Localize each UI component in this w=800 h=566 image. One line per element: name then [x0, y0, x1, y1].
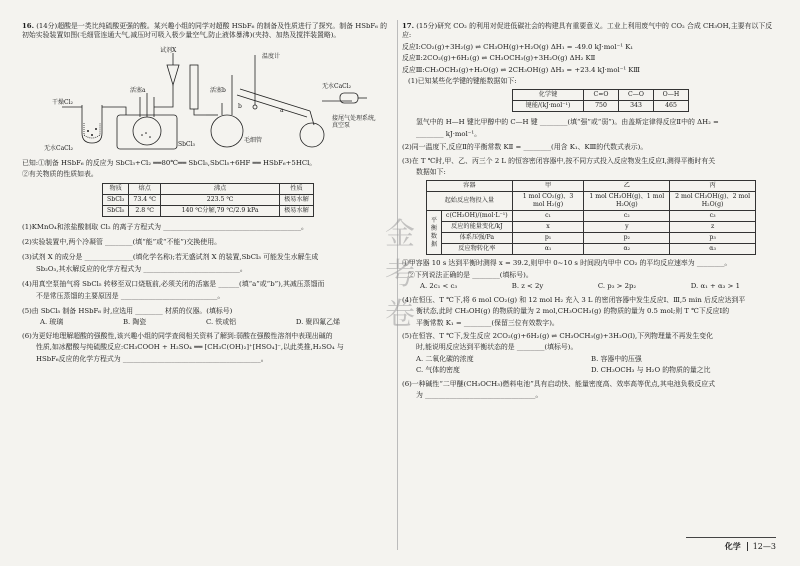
table-cell: 223.5 ℃: [161, 194, 280, 205]
table-row: [427, 244, 756, 255]
apparatus-figure: [22, 45, 382, 155]
page-footer: [725, 541, 776, 552]
reaction-1: 反应Ⅰ:CO₂(g)+3H₂(g) ⇌ CH₃OH(g)+H₂O(g) ΔH₁ = -49.0 kJ·mol⁻¹ K₁: [402, 42, 634, 51]
table-cell: 极易水解: [280, 194, 314, 205]
table-header: 甲: [512, 181, 584, 192]
question-16: [22, 22, 392, 366]
label-vacuum: 接尾气处理系统,真空泵: [332, 114, 376, 129]
q17-sub5-options-row2: [416, 366, 780, 375]
table-cell: 465: [654, 101, 689, 112]
table-cell: 2 mol CH₃OH(g)、2 mol H₂O(g): [670, 192, 756, 211]
option-c: C. 铁或铝: [205, 318, 237, 327]
q16-sub5: (5)由 SbCl₅ 制备 HSbF₆ 时,应选用 ________ 材质的仪器。(填标号): [22, 307, 233, 316]
table-header: 丙: [670, 181, 756, 192]
table-cell: 反应物转化率: [442, 244, 513, 255]
table-cell: 1 mol CH₃OH(g)、1 mol H₂O(g): [584, 192, 670, 211]
q17-sub4a: (4)在恒压、T ℃下,将 6 mol CO₂(g) 和 12 mol H₂ 充入 3 L 的密闭容器中发生反应Ⅰ、Ⅲ,5 min 后反应达到平: [402, 295, 746, 304]
label-sbcl3: SbCl₃: [178, 140, 195, 148]
table-cell: c₃: [670, 211, 756, 222]
option-a: A. 2c₁ < c₃: [420, 282, 458, 291]
table-cell: α₁: [512, 244, 584, 255]
table-header: C—O: [619, 90, 654, 101]
q16-known2: ②有关物质的性质如表。: [22, 170, 98, 179]
q17-sub3d: ②下列说法正确的是 ________(填标号)。: [408, 270, 533, 279]
q16-sub4b: 不是常压蒸馏的主要原因是 ____________________________。: [36, 291, 225, 300]
table-cell: 反应的能量变化/kJ: [442, 222, 513, 233]
table-cell: c₁: [512, 211, 584, 222]
q16-sub6a: (6)为更好地理解超酸的强酸性,该兴趣小组的同学查阅相关资料了解到:弱酸在强酸性溶剂中表现出碱的: [22, 331, 333, 340]
option-b: B. 陶瓷: [122, 318, 147, 327]
table-row: [427, 222, 756, 233]
q17-sub4b: 衡状态,此时 CH₃OH(g) 的物质的量为 2 mol,CH₃OCH₃(g) 的物质的量为 0.5 mol;则 T ℃下反应Ⅰ的: [416, 307, 730, 316]
q17-intro: [402, 22, 780, 41]
table-cell: 2.8 ℃: [129, 205, 161, 216]
q17-sub3a: (3)在 T ℃时,甲、乙、丙三个 2 L 的恒容密闭容器中,按不同方式投入反应物发生反应Ⅰ,测得平衡时有关: [402, 156, 716, 165]
table-cell: 极易水解: [280, 205, 314, 216]
table-header-row: [103, 183, 314, 194]
table-cell: SbCl₃: [103, 194, 129, 205]
q16-known1: 已知:①制备 HSbF₆ 的反应为 SbCl₃+Cl₂ ══80℃══ SbCl₅,SbCl₅+6HF ══ HSbF₆+5HCl。: [22, 158, 317, 167]
q16-sub5-options: [40, 318, 340, 327]
table-row: [427, 192, 756, 211]
label-b: b: [238, 102, 242, 110]
watermark: 金考卷: [385, 217, 415, 332]
q17-sub2: (2)同一温度下,反应Ⅱ的平衡常数 KⅡ = ________(用含 K₁、KⅢ的代数式表示)。: [402, 143, 648, 152]
q16-sub6b: 性质,如冰醋酸与纯硫酸反应:CH₃COOH + H₂SO₄ ══ [CH₃C(OH)₂]⁺[HSO₄]⁻,以此类推,H₂SO₄ 与: [36, 343, 344, 352]
q16-sub3a: (3)试剂 X 的成分是 ______________(填化学名称);若无盛试剂 X 的装置,SbCl₃ 可能发生水解生成: [22, 253, 319, 262]
table-cell: 73.4 ℃: [129, 194, 161, 205]
table-cell: 1 mol CO₂(g)、3 mol H₂(g): [512, 192, 584, 211]
table-header: 沸点: [161, 183, 280, 194]
q16-sub1: (1)KMnO₄和浓盐酸制取 Cl₂ 的离子方程式为 ________________________________________。: [22, 222, 308, 231]
label-a: a: [280, 106, 284, 114]
table-cell: SbCl₅: [103, 205, 129, 216]
reaction-2: 反应Ⅱ:2CO₂(g)+6H₂(g) ⇌ CH₃OCH₃(g)+3H₂O(g) ΔH₂ KⅡ: [402, 54, 596, 63]
q17-sub1: (1)已知某些化学键的键能数据如下:: [408, 77, 517, 86]
table-header: O—H: [654, 90, 689, 101]
question-17: [402, 22, 780, 402]
q17-intro-text: (15分)研究 CO₂ 的利用对促进低碳社会的构建具有重要意义。工业上利用废气中的 CO₂ 合成 CH₃OH,主要有以下反应:: [402, 22, 773, 40]
q16-sub3b: Sb₂O₃,其水解反应的化学方程式为 ____________________________。: [36, 264, 247, 273]
table-header: 化学键: [513, 90, 584, 101]
label-cacl2-right: 无水CaCl₂: [322, 82, 352, 90]
table-cell: α₃: [670, 244, 756, 255]
option-d: D. 聚四氟乙烯: [295, 318, 340, 327]
table-cell: 体系压强/Pa: [442, 233, 513, 244]
option-b: B. 容器中的压强: [591, 354, 642, 363]
table-cell: p₁: [512, 233, 584, 244]
q17-sub6b: 为 ________________________________。: [416, 390, 543, 399]
q16-number: 16.: [22, 22, 34, 30]
reaction-3: 反应Ⅲ:CH₃OCH₃(g)+H₂O(g) ⇌ 2CH₃OH(g) ΔH₃ = +23.4 kJ·mol⁻¹ KⅢ: [402, 65, 641, 74]
table-header: C=O: [584, 90, 619, 101]
table-header: 熔点: [129, 183, 161, 194]
apparatus-drawing: [22, 45, 382, 155]
label-stopcock-a: 活塞a: [130, 86, 146, 94]
q17-sub3-options: [420, 282, 740, 291]
table-cell: y: [584, 222, 670, 233]
q16-sub4a: (4)用真空泵抽气将 SbCl₅ 转移至双口烧瓶前,必须关闭的活塞是 ______(填“a”或“b”),其减压蒸馏而: [22, 280, 325, 289]
table-cell: 343: [619, 101, 654, 112]
table-cell: c₂: [584, 211, 670, 222]
q17-sub5a: (5)在恒容、T ℃下,发生反应 2CO₂(g)+6H₂(g) ⇌ CH₃OCH₃(g)+3H₂O(l),下列物理量不再发生变化: [402, 331, 714, 340]
option-b: B. z < 2y: [511, 282, 544, 291]
q17-sub3b: 数据如下:: [416, 168, 446, 177]
q16-intro: [22, 22, 392, 41]
table-cell: α₂: [584, 244, 670, 255]
label-thermometer: 温度计: [262, 52, 281, 60]
q17-number: 17.: [402, 22, 414, 30]
label-dry-cl2: 干燥Cl₂: [52, 98, 73, 106]
table-cell: z: [670, 222, 756, 233]
label-reagent-x: 试剂X: [160, 46, 177, 54]
q17-sub1b: 氢气中的 H—H 键比甲醇中的 C—H 键 ________(填“强”或“弱”)。由盖斯定律得反应Ⅱ中的 ΔH₂ =: [416, 118, 719, 127]
table-cell: 140 ℃分解,79 ℃/2.9 kPa: [161, 205, 280, 216]
table-row: [103, 194, 314, 205]
table-row: [103, 205, 314, 216]
q17-sub6a: (6)一种碱性“二甲醚(CH₃OCH₃)燃料电池”具有启动快、能量密度高、效率高等优点,其电池负极反应式: [402, 379, 716, 388]
table-header: 乙: [584, 181, 670, 192]
footer-page-number: 12—3: [747, 542, 776, 551]
label-stopcock-b: 活塞b: [210, 86, 226, 94]
bond-energy-table: [512, 89, 689, 112]
option-a: A. 二氧化碳的浓度: [416, 354, 474, 363]
table-header: 物质: [103, 183, 129, 194]
option-d: D. CH₃OCH₃ 与 H₂O 的物质的量之比: [591, 366, 711, 375]
q17-sub1c: ________ kJ·mol⁻¹。: [416, 129, 482, 138]
option-d: D. α₁ + α₃ > 1: [690, 282, 740, 291]
footer-rule: [686, 537, 776, 538]
q17-sub5-options-row1: [416, 355, 780, 364]
table-header-row: [427, 181, 756, 192]
table-cell: c(CH₃OH)/(mol·L⁻¹): [442, 211, 513, 222]
table-row: [427, 233, 756, 244]
label-capillary: 毛细管: [244, 136, 263, 144]
table-header-row: [513, 90, 689, 101]
table-header: 容器: [427, 181, 513, 192]
table-header: 性质: [280, 183, 314, 194]
option-c: C. p₃ > 2p₂: [597, 282, 637, 291]
table-cell: 键能/(kJ·mol⁻¹): [513, 101, 584, 112]
table-row: [427, 211, 756, 222]
table-cell: 起始反应物投入量: [427, 192, 513, 211]
option-a: A. 玻璃: [40, 318, 64, 327]
q16-sub2: (2)实验装置中,两个冷凝管 ________(填“能”或“不能”)交换使用。: [22, 238, 221, 247]
q16-sub6c: HSbF₆反应的化学方程式为 ________________________________________。: [36, 354, 268, 363]
q17-sub3c: ①甲容器 10 s 达到平衡时测得 x = 39.2,则甲中 0~10 s 时间段内甲中 CO₂ 的平均反应速率为 ________。: [402, 259, 732, 268]
table-row: [513, 101, 689, 112]
properties-table: [102, 183, 314, 217]
side-label: 平衡数据: [427, 211, 442, 255]
equilibrium-table: [426, 180, 756, 255]
q17-sub5b: 时,能说明反应达到平衡状态的是 ________(填标号)。: [416, 343, 578, 352]
label-cacl2-left: 无水CaCl₂: [44, 144, 74, 152]
option-c: C. 气体的密度: [416, 366, 460, 375]
table-cell: 750: [584, 101, 619, 112]
footer-subject: 化学: [724, 541, 741, 551]
table-cell: p₂: [584, 233, 670, 244]
q16-intro-text: (14分)超酸是一类比纯硫酸更强的酸。某兴趣小组的同学对超酸 HSbF₆ 的制备及性质进行了探究。制备 HSbF₆ 的初始实验装置如图(毛细管连通大气,减压时可吸入极少量空气,防止液体暴沸)(夹持、加热及搅拌装置略)。: [22, 22, 387, 40]
table-cell: x: [512, 222, 584, 233]
table-cell: p₃: [670, 233, 756, 244]
q17-sub4c: 平衡常数 K₁ = ________(保留三位有效数字)。: [416, 318, 559, 327]
